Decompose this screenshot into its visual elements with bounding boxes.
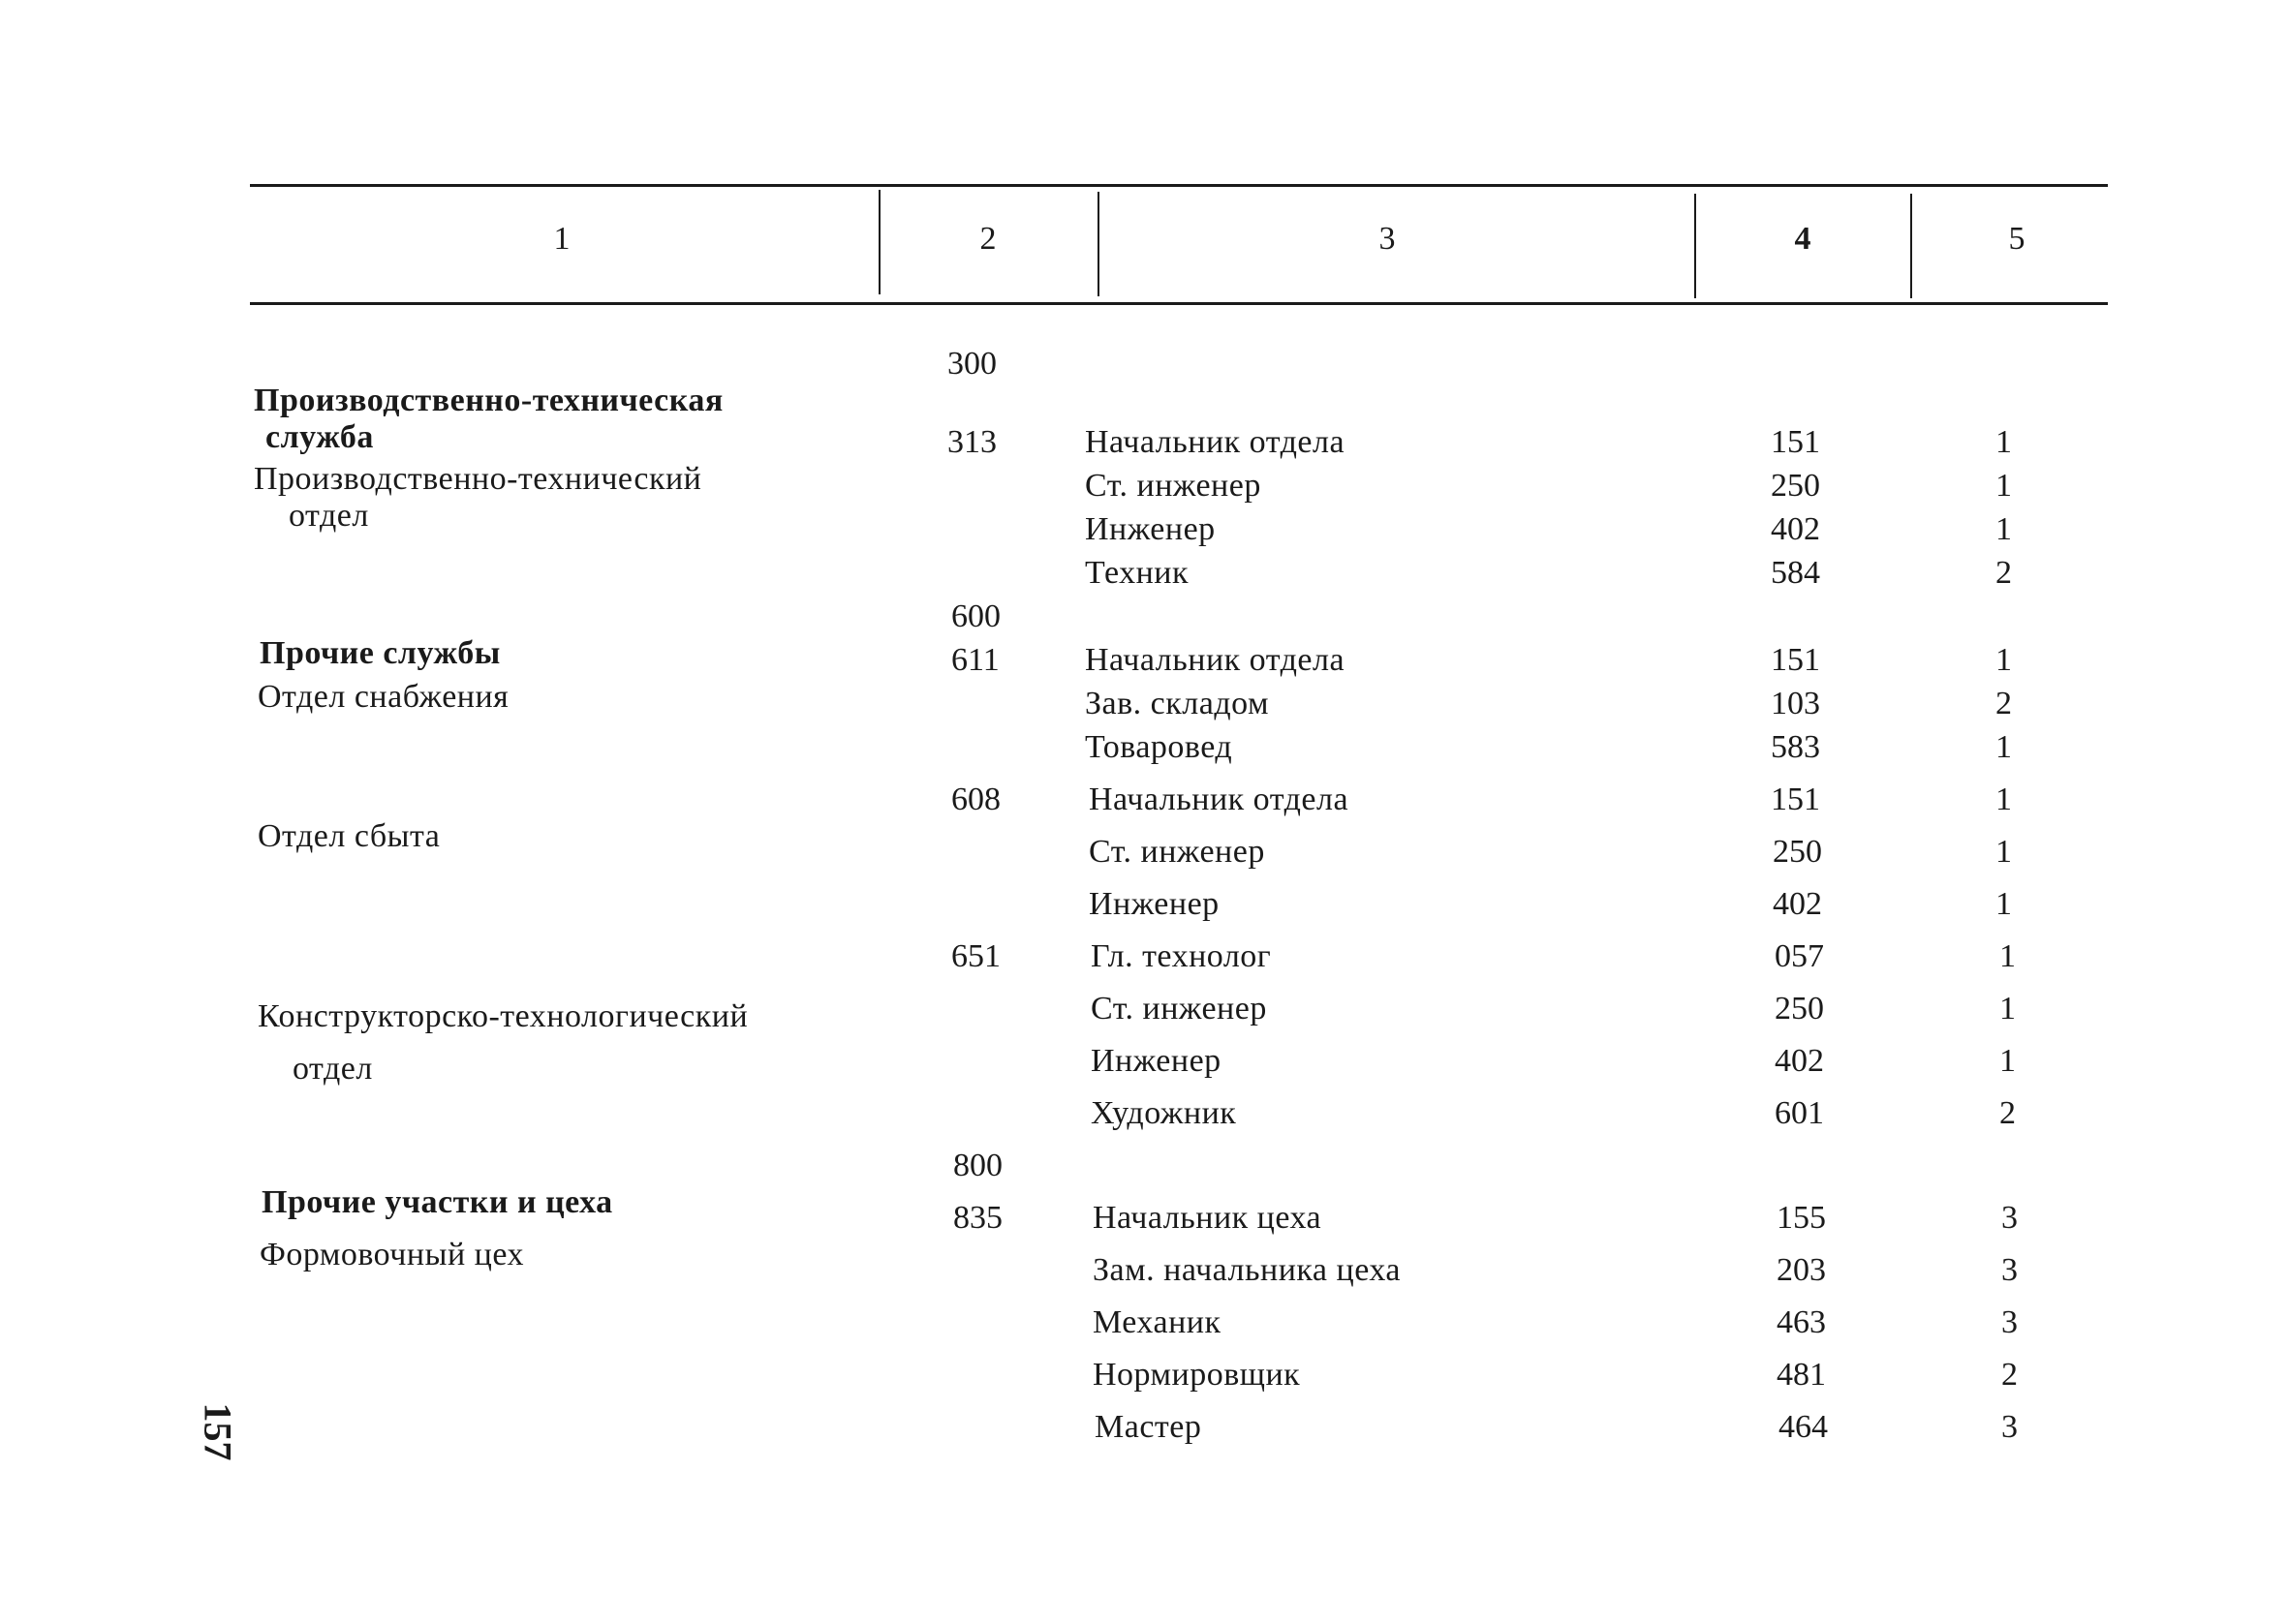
header-divider-4 bbox=[1910, 194, 1912, 298]
position-code: 057 bbox=[1775, 938, 1824, 974]
position-name: Ст. инженер bbox=[1089, 834, 1265, 870]
position-count: 2 bbox=[1995, 686, 2012, 721]
department-code: 608 bbox=[951, 781, 1001, 817]
department-code: 313 bbox=[947, 424, 997, 460]
position-name: Зав. складом bbox=[1085, 686, 1270, 721]
department-label-line1: Конструкторско-технологический bbox=[258, 998, 749, 1034]
department-label-line1: Формовочный цех bbox=[260, 1237, 524, 1272]
position-code: 250 bbox=[1775, 991, 1824, 1026]
department-label bbox=[258, 781, 440, 855]
position-count: 3 bbox=[2001, 1409, 2018, 1445]
department-label-line2: отдел bbox=[293, 1051, 373, 1087]
position-name: Мастер bbox=[1095, 1409, 1202, 1445]
position-count: 1 bbox=[1995, 834, 2012, 870]
position-code: 250 bbox=[1773, 834, 1822, 870]
position-name: Начальник отдела bbox=[1085, 642, 1345, 678]
department-label bbox=[258, 642, 509, 716]
position-code: 203 bbox=[1777, 1252, 1826, 1288]
position-count: 1 bbox=[1995, 886, 2012, 922]
position-count: 1 bbox=[1999, 1043, 2016, 1079]
position-name: Зам. начальника цеха bbox=[1093, 1252, 1401, 1288]
position-name: Нормировщик bbox=[1093, 1357, 1301, 1393]
position-count: 3 bbox=[2001, 1252, 2018, 1288]
column-header-2: 2 bbox=[979, 221, 997, 257]
group-label-line1: Производственно-техническая bbox=[254, 383, 724, 418]
group-label-line1: Прочие участки и цеха bbox=[262, 1184, 613, 1220]
position-code: 103 bbox=[1771, 686, 1820, 721]
department-code: 651 bbox=[951, 938, 1001, 974]
department-label-line1: Отдел снабжения bbox=[258, 679, 510, 715]
position-name: Начальник отдела bbox=[1085, 424, 1345, 460]
position-count: 2 bbox=[1995, 555, 2012, 591]
position-code: 155 bbox=[1777, 1200, 1826, 1236]
position-count: 1 bbox=[1995, 642, 2012, 678]
header-divider-1 bbox=[879, 190, 881, 294]
position-code: 481 bbox=[1777, 1357, 1826, 1393]
position-code: 601 bbox=[1775, 1095, 1824, 1131]
position-code: 402 bbox=[1775, 1043, 1824, 1079]
position-name: Ст. инженер bbox=[1091, 991, 1267, 1026]
department-label bbox=[258, 938, 748, 1148]
header-divider-3 bbox=[1694, 194, 1696, 298]
position-code: 151 bbox=[1771, 424, 1820, 460]
position-name: Техник bbox=[1085, 555, 1190, 591]
position-count: 1 bbox=[1999, 938, 2016, 974]
position-code: 402 bbox=[1771, 511, 1820, 547]
department-label bbox=[260, 1200, 524, 1273]
position-name: Инженер bbox=[1091, 1043, 1221, 1079]
header-divider-2 bbox=[1098, 192, 1099, 296]
header-top-rule bbox=[250, 184, 2108, 187]
group-label-line1: Прочие службы bbox=[260, 635, 501, 671]
department-code: 835 bbox=[953, 1200, 1003, 1236]
column-header-5: 5 bbox=[2008, 221, 2025, 257]
position-count: 1 bbox=[1995, 511, 2012, 547]
position-name: Гл. технолог bbox=[1091, 938, 1272, 974]
group-code: 300 bbox=[947, 346, 997, 382]
position-name: Товаровед bbox=[1085, 729, 1233, 765]
position-code: 463 bbox=[1777, 1304, 1826, 1340]
group-code: 800 bbox=[953, 1148, 1003, 1183]
position-name: Начальник цеха bbox=[1093, 1200, 1322, 1236]
position-code: 151 bbox=[1771, 642, 1820, 678]
position-count: 1 bbox=[1995, 424, 2012, 460]
department-label bbox=[254, 424, 701, 571]
position-code: 151 bbox=[1771, 781, 1820, 817]
position-count: 3 bbox=[2001, 1200, 2018, 1236]
position-code: 402 bbox=[1773, 886, 1822, 922]
position-name: Ст. инженер bbox=[1085, 468, 1261, 504]
position-count: 1 bbox=[1995, 781, 2012, 817]
column-header-1: 1 bbox=[553, 221, 571, 257]
department-code: 611 bbox=[951, 642, 1000, 678]
department-label-line1: Отдел сбыта bbox=[258, 818, 441, 854]
group-label-line2: служба bbox=[265, 419, 374, 455]
position-name: Художник bbox=[1091, 1095, 1237, 1131]
header-bottom-rule bbox=[250, 302, 2108, 305]
position-count: 3 bbox=[2001, 1304, 2018, 1340]
department-label-line2: отдел bbox=[289, 498, 369, 534]
position-name: Начальник отдела bbox=[1089, 781, 1349, 817]
position-name: Механик bbox=[1093, 1304, 1221, 1340]
position-count: 1 bbox=[1999, 991, 2016, 1026]
position-name: Инженер bbox=[1085, 511, 1216, 547]
position-count: 1 bbox=[1995, 729, 2012, 765]
position-code: 250 bbox=[1771, 468, 1820, 504]
group-code: 600 bbox=[951, 598, 1001, 634]
position-code: 583 bbox=[1771, 729, 1820, 765]
position-code: 584 bbox=[1771, 555, 1820, 591]
column-header-4: 4 bbox=[1794, 221, 1811, 257]
position-count: 2 bbox=[2001, 1357, 2018, 1393]
position-count: 2 bbox=[1999, 1095, 2016, 1131]
position-name: Инженер bbox=[1089, 886, 1220, 922]
department-label-line1: Производственно-технический bbox=[254, 461, 702, 497]
position-count: 1 bbox=[1995, 468, 2012, 504]
column-header-3: 3 bbox=[1378, 221, 1396, 257]
page-number: 157 bbox=[196, 1402, 240, 1461]
position-code: 464 bbox=[1778, 1409, 1828, 1445]
